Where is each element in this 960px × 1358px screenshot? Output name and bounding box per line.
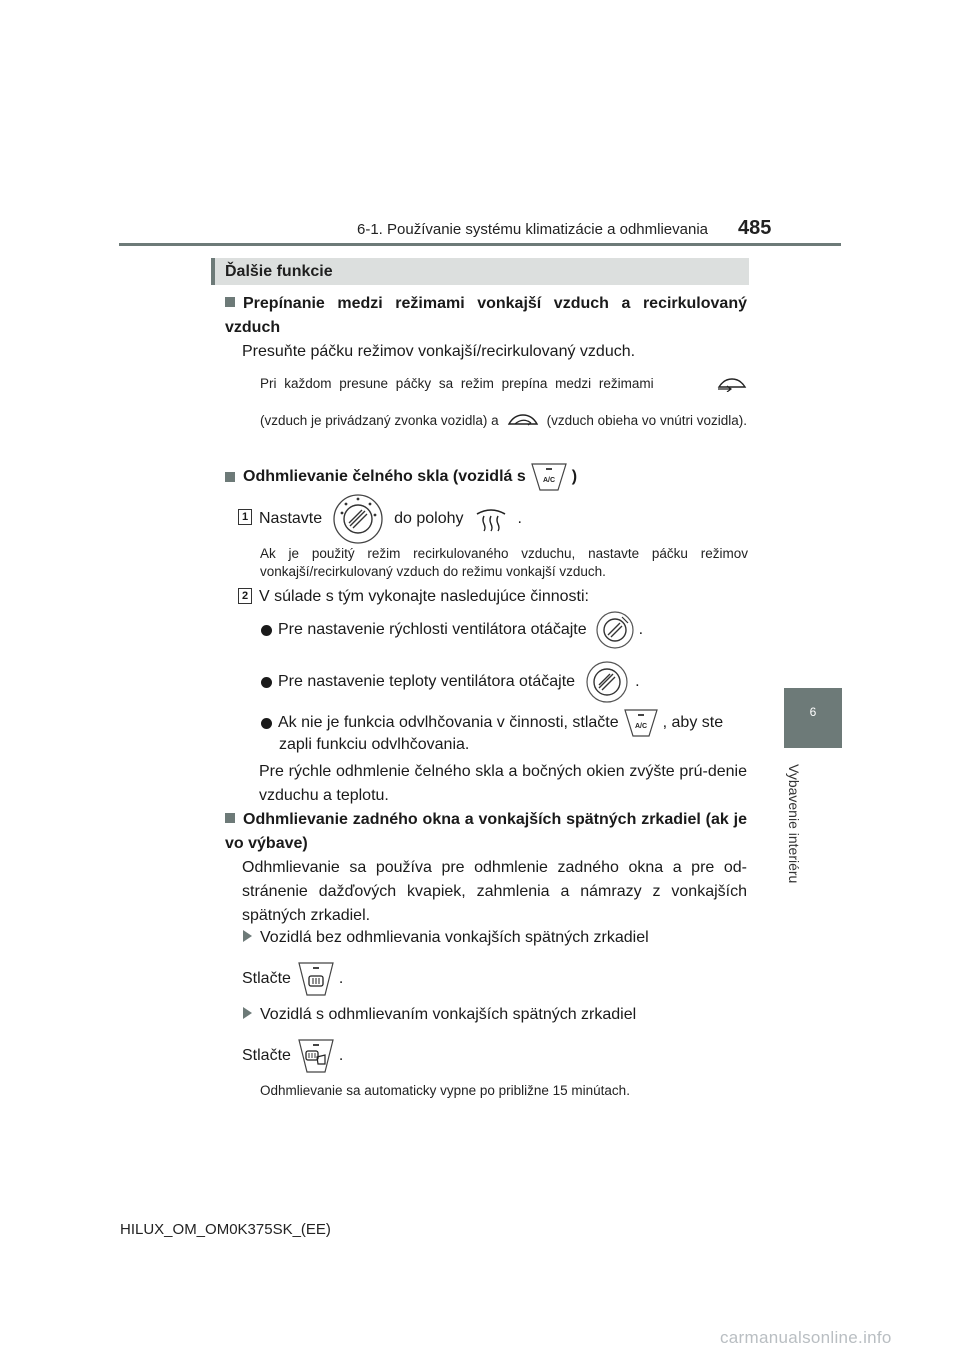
recirculated-air-icon bbox=[505, 412, 541, 430]
bullet-fan-speed: Pre nastavenie rýchlosti ventilátora otáčajte . bbox=[261, 610, 643, 650]
temperature-dial-icon bbox=[585, 660, 629, 704]
bullet-dehumidify-cont: zapli funkciu odvlhčovania. bbox=[279, 736, 470, 753]
triangle-bullet-icon bbox=[243, 930, 252, 942]
header-rule bbox=[119, 243, 841, 246]
document-code: HILUX_OM_OM0K375SK_(EE) bbox=[120, 1221, 331, 1238]
bullet-temperature: Pre nastavenie teploty ventilátora otáčajte . bbox=[261, 660, 640, 704]
block1-note-b: (vzduch je privádzaný zvonka vozidla) a (vzduch obieha vo vnútri vozidla). bbox=[260, 413, 747, 428]
step-number-2: 2 bbox=[238, 588, 252, 604]
outside-air-icon bbox=[716, 376, 748, 392]
ac-button-icon bbox=[623, 708, 659, 738]
windshield-defroster-icon bbox=[474, 506, 508, 532]
chapter-header: 6-1. Používanie systému klimatizácie a odhmlievania bbox=[357, 221, 708, 238]
step2-after: Pre rýchle odhmlenie čelného skla a bočných okien zvýšte prú-denie vzduchu a teplotu. bbox=[259, 763, 747, 804]
block1-note-a: Pri každom presune páčky sa režim prepína medzi režimami bbox=[260, 375, 748, 393]
vehicle-variant-2: Vozidlá s odhmlievaním vonkajších spätných zrkadiel bbox=[243, 1003, 636, 1027]
step1-text: Nastavte do polohy . bbox=[259, 493, 522, 545]
chapter-tab-label: Vybavenie interiéru bbox=[786, 764, 802, 884]
svg-text:A/C: A/C bbox=[542, 477, 555, 484]
block1-heading: Prepínanie medzi režimami vonkajší vzduch a recirkulovaný vzduch bbox=[225, 295, 747, 336]
step-number-1: 1 bbox=[238, 509, 252, 525]
ac-button-icon bbox=[530, 462, 568, 492]
mode-dial-icon bbox=[332, 493, 384, 545]
step1-note: Ak je použitý režim recirkulovaného vzduchu, nastavte páčku režimov vonkajší/recirkulovaný vzduch do režimu vonkajší vzduch. bbox=[260, 546, 748, 579]
triangle-bullet-icon bbox=[243, 1007, 252, 1019]
auto-off-note: Odhmlievanie sa automaticky vypne po približne 15 minútach. bbox=[260, 1083, 630, 1098]
square-bullet-icon bbox=[225, 472, 235, 482]
press-rear-defogger: Stlačte . bbox=[242, 960, 343, 998]
rear-and-mirror-defogger-button-icon bbox=[297, 1037, 335, 1075]
block2-heading: Odhmlievanie čelného skla (vozidlá s A/C ) bbox=[225, 462, 577, 492]
bullet-dehumidify: Ak nie je funkcia odvlhčovania v činnosti, stlačte A/C , aby ste bbox=[261, 708, 747, 738]
rear-defogger-button-icon bbox=[297, 960, 335, 998]
fan-speed-dial-icon bbox=[595, 610, 635, 650]
page-number: 485 bbox=[738, 217, 772, 239]
block3-text: Odhmlievanie sa používa pre odhmlenie zadného okna a pre od-stránenie dažďových kvapiek, zahmlenia a námrazy z vonkajších spätných zrkadiel. bbox=[242, 859, 747, 924]
bullet-dot-icon bbox=[261, 625, 272, 636]
press-rear-mirror-defogger: Stlačte . bbox=[242, 1037, 343, 1075]
square-bullet-icon bbox=[225, 297, 235, 307]
bullet-dot-icon bbox=[261, 718, 272, 729]
square-bullet-icon bbox=[225, 813, 235, 823]
svg-text:A/C: A/C bbox=[634, 723, 647, 730]
block1-text: Presuňte páčku režimov vonkajší/recirkulovaný vzduch. bbox=[242, 343, 636, 360]
vehicle-variant-1: Vozidlá bez odhmlievania vonkajších spätných zrkadiel bbox=[243, 926, 649, 950]
block3-heading: Odhmlievanie zadného okna a vonkajších spätných zrkadiel (ak je vo výbave) bbox=[225, 811, 747, 852]
watermark: carmanualsonline.info bbox=[720, 1328, 892, 1347]
section-title: Ďalšie funkcie bbox=[225, 263, 333, 280]
step2-text: V súlade s tým vykonajte nasledujúce činnosti: bbox=[259, 588, 589, 605]
chapter-tab-number: 6 bbox=[809, 705, 817, 719]
bullet-dot-icon bbox=[261, 677, 272, 688]
section-title-bar bbox=[211, 258, 749, 285]
